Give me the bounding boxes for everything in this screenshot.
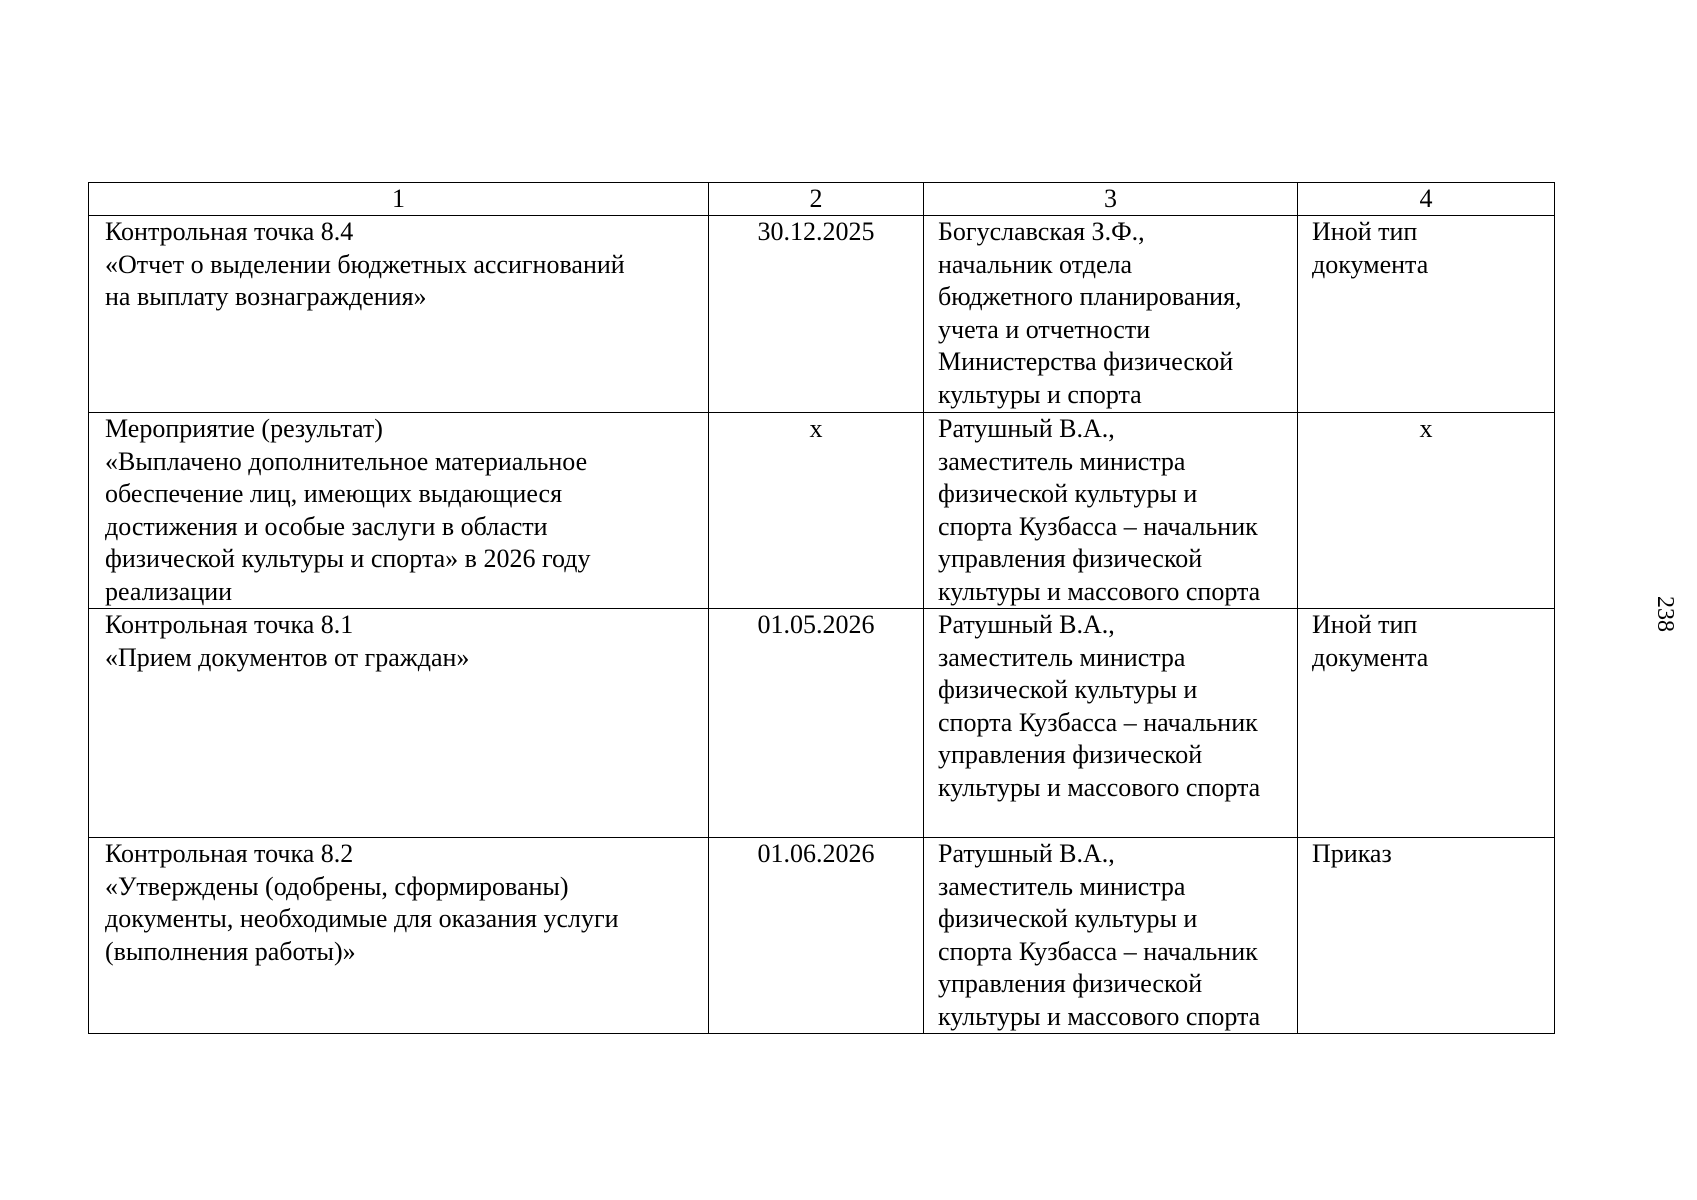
header-cell-4: 4	[1298, 183, 1555, 216]
row-doc-type-cell: x	[1298, 413, 1555, 609]
row-date-cell: 01.06.2026	[709, 838, 924, 1034]
row-doc-type-cell: Иной тип документа	[1298, 609, 1555, 838]
row-name-cell: Контрольная точка 8.2 «Утверждены (одобрены, сформированы) документы, необходимые для оказания услуги (выполнения работы)»	[89, 838, 709, 1034]
row-date-cell: 30.12.2025	[709, 216, 924, 413]
row-date-cell: 01.05.2026	[709, 609, 924, 838]
table-row	[89, 216, 1555, 413]
table-row	[89, 413, 1555, 609]
row-name-cell: Контрольная точка 8.1 «Прием документов от граждан»	[89, 609, 709, 838]
header-cell-3: 3	[924, 183, 1298, 216]
row-doc-type-cell: Иной тип документа	[1298, 216, 1555, 413]
control-points-table	[88, 182, 1555, 1034]
row-responsible-cell: Ратушный В.А., заместитель министра физической культуры и спорта Кузбасса – начальник управления физической культуры и массового спорта	[924, 413, 1298, 609]
row-name-cell: Мероприятие (результат) «Выплачено дополнительное материальное обеспечение лиц, имеющих выдающиеся достижения и особые заслуги в области физической культуры и спорта» в 2026 году реализации	[89, 413, 709, 609]
row-responsible-cell: Богуславская З.Ф., начальник отдела бюджетного планирования, учета и отчетности Министерства физической культуры и спорта	[924, 216, 1298, 413]
row-name-cell: Контрольная точка 8.4 «Отчет о выделении бюджетных ассигнований на выплату вознаграждения»	[89, 216, 709, 413]
row-responsible-cell: Ратушный В.А., заместитель министра физической культуры и спорта Кузбасса – начальник управления физической культуры и массового спорта	[924, 838, 1298, 1034]
row-date-cell: x	[709, 413, 924, 609]
header-cell-1: 1	[89, 183, 709, 216]
row-responsible-cell: Ратушный В.А., заместитель министра физической культуры и спорта Кузбасса – начальник управления физической культуры и массового спорта	[924, 609, 1298, 838]
page-number: 238	[1652, 596, 1678, 632]
table-header-row	[89, 183, 1555, 216]
table-row	[89, 609, 1555, 838]
header-cell-2: 2	[709, 183, 924, 216]
row-doc-type-cell: Приказ	[1298, 838, 1555, 1034]
table-row	[89, 838, 1555, 1034]
